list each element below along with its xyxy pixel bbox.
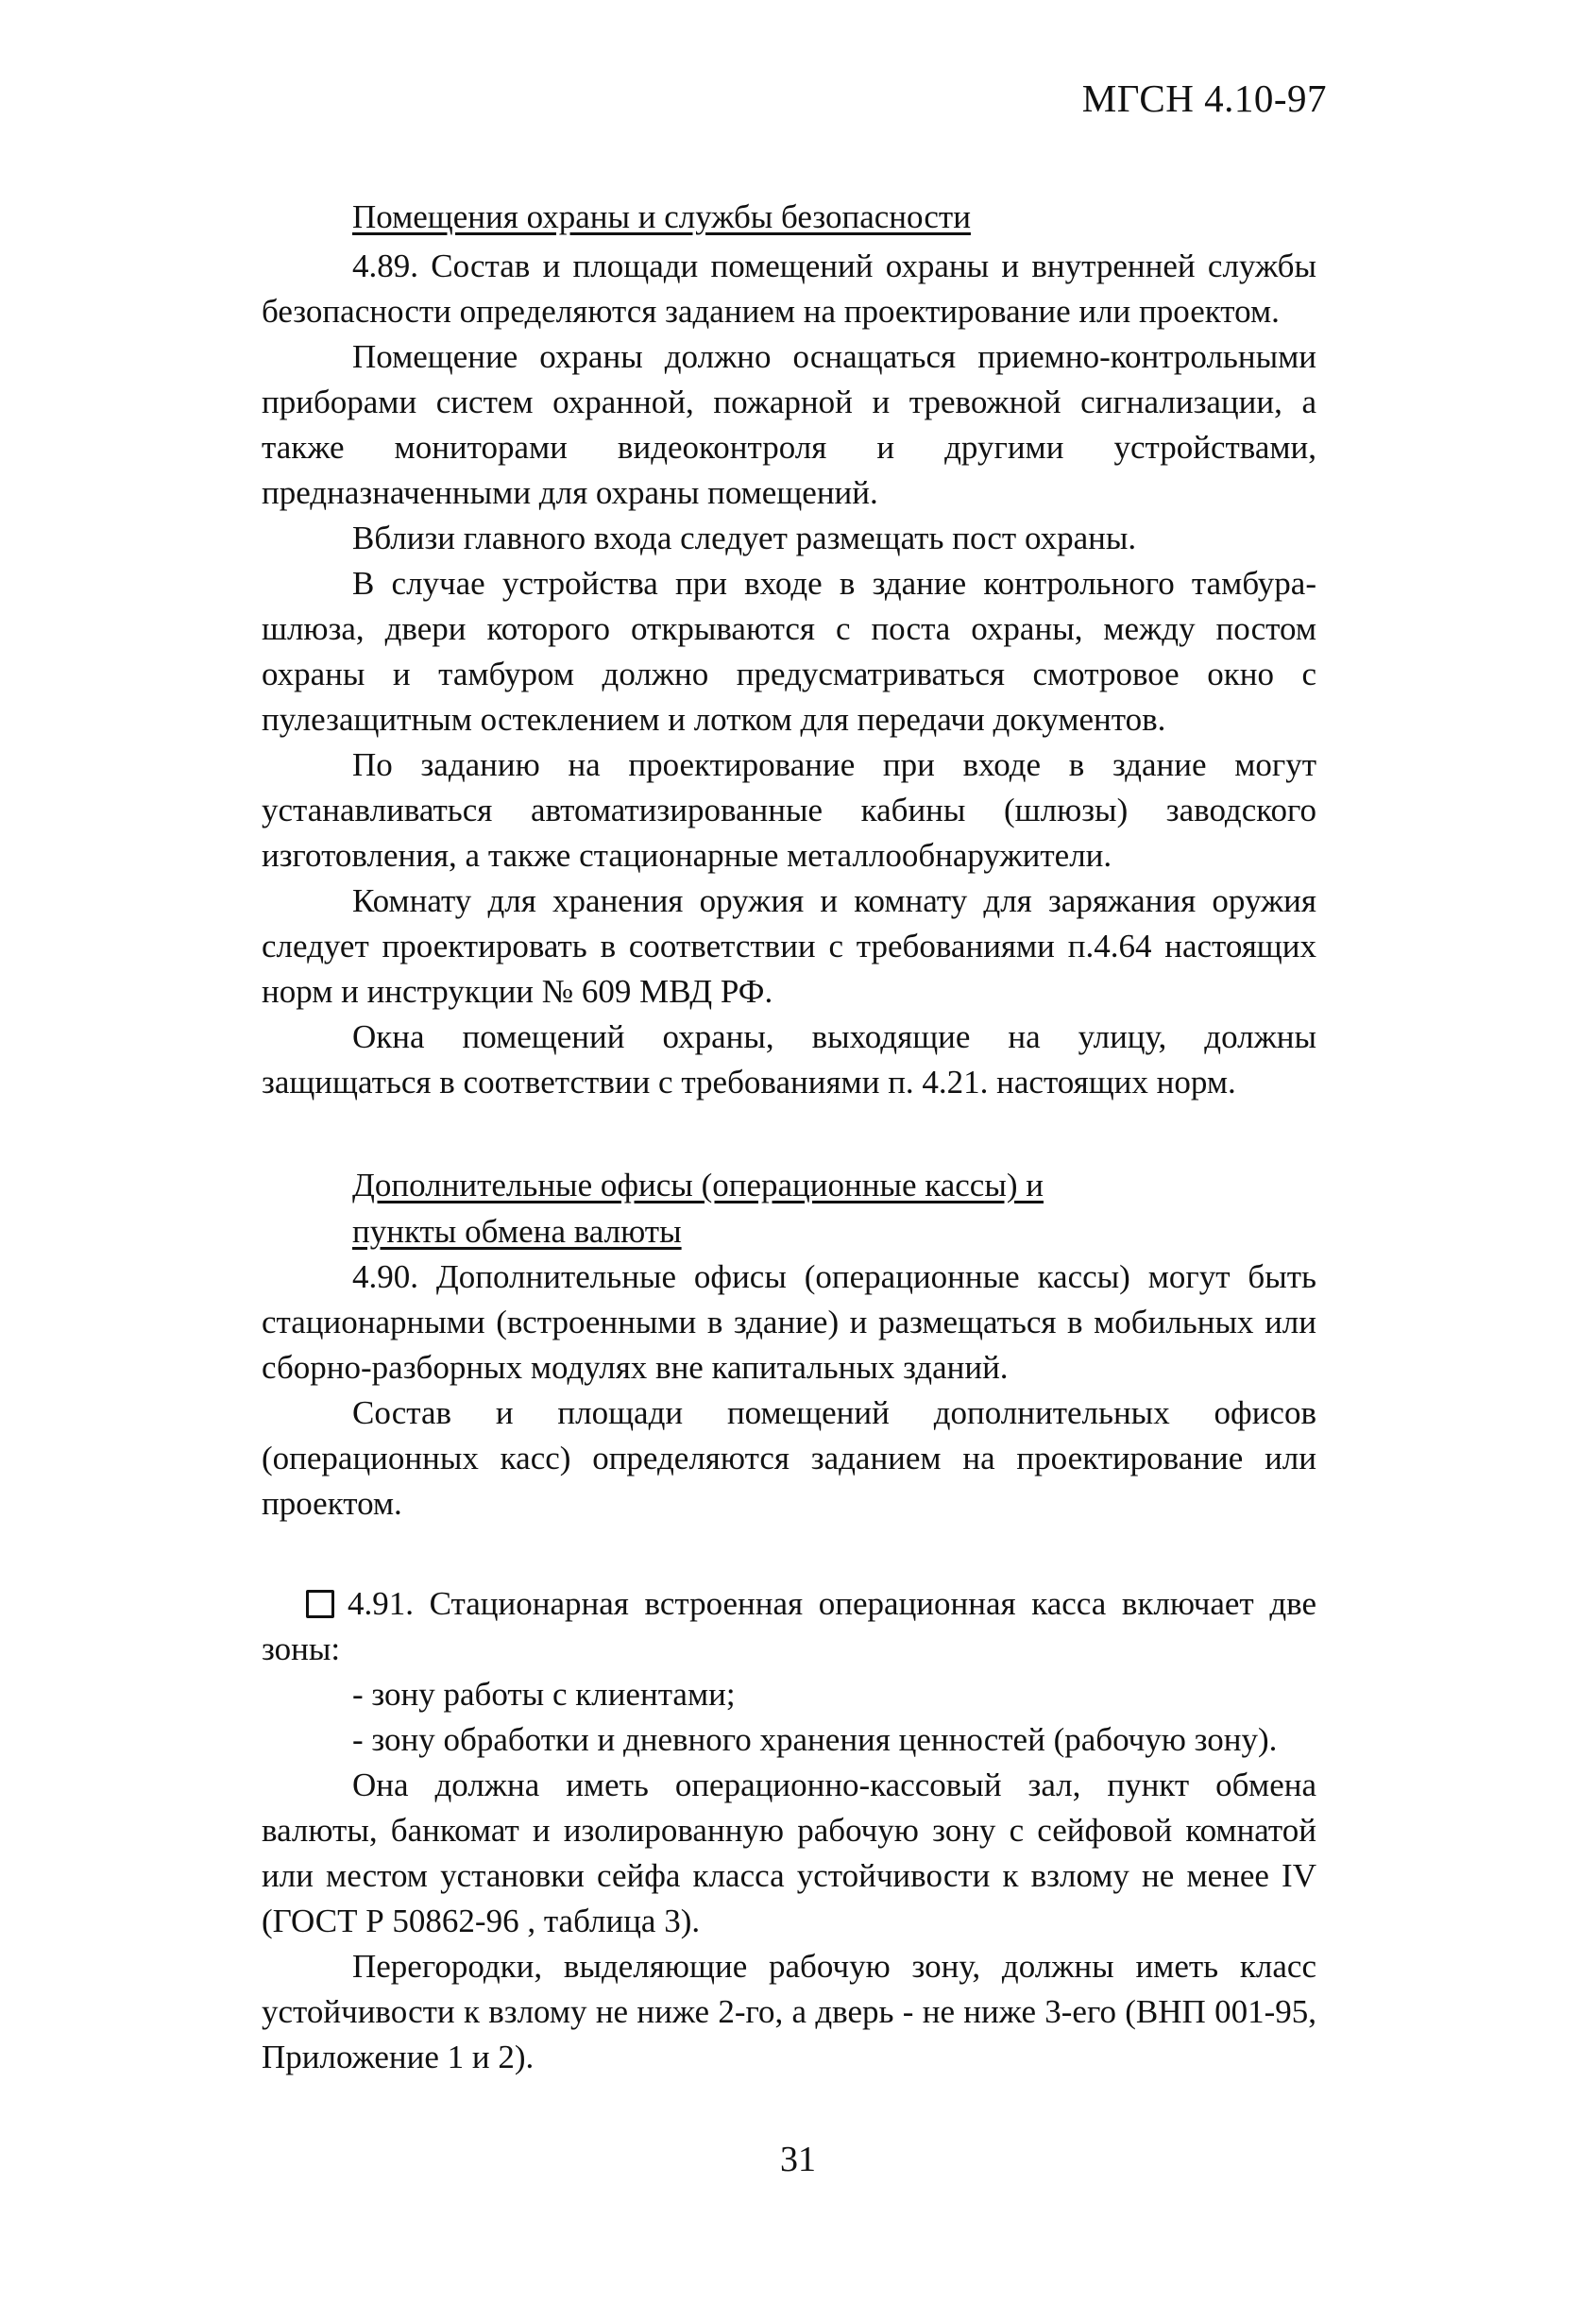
page-number: 31 — [780, 2140, 816, 2179]
paragraph: Окна помещений охраны, выходящие на улицу, должны защищаться в соответствии с требованиями п. 4.21. настоящих норм. — [262, 1018, 1316, 1101]
list-item: - зону обработки и дневного хранения ценностей (рабочую зону). — [352, 1721, 1278, 1758]
paragraph: Состав и площади помещений дополнительных офисов (операционных касс) определяются заданием на проектирование или проектом. — [262, 1394, 1316, 1522]
section-heading-offices-line1: Дополнительные офисы (операционные кассы) и — [352, 1167, 1044, 1203]
paragraph: Комнату для хранения оружия и комнату для заряжания оружия следует проектировать в соответствии с требованиями п.4.64 настоящих норм и инструкции № 609 МВД РФ. — [262, 882, 1316, 1010]
checkbox-paragraph — [262, 1581, 1316, 1672]
paragraph: В случае устройства при входе в здание контрольного тамбура-шлюза, двери которого открываются с поста охраны, между постом охраны и тамбуром должно предусматриваться смотровое окно с пулезащитным остеклением и лотком для передачи документов. — [262, 565, 1316, 738]
paragraph: Она должна иметь операционно-кассовый зал, пункт обмена валюты, банкомат и изолированную рабочую зону с сейфовой комнатой или местом установки сейфа класса устойчивости к взлому не менее IV (ГОСТ Р 50862-96 , таблица 3). — [262, 1766, 1316, 1939]
paragraph: 4.89. Состав и площади помещений охраны и внутренней службы безопасности определяются заданием на проектирование или проектом. — [262, 247, 1316, 330]
checkbox-icon — [306, 1590, 334, 1618]
document-code: МГСН 4.10-97 — [1081, 77, 1327, 120]
list-item: - зону работы с клиентами; — [352, 1676, 736, 1713]
section-heading-offices-line2: пункты обмена валюты — [352, 1213, 682, 1250]
section-heading-security: Помещения охраны и службы безопасности — [352, 198, 971, 235]
paragraph: По заданию на проектирование при входе в здание могут устанавливаться автоматизированные кабины (шлюзы) заводского изготовления, а также стационарные металлообнаружители. — [262, 746, 1316, 874]
paragraph: Помещение охраны должно оснащаться приемно-контрольными приборами систем охранной, пожарной и тревожной сигнализации, а также мониторами видеоконтроля и другими устройствами, предназначенными для охраны помещений. — [262, 338, 1316, 511]
page-content — [262, 194, 1316, 2080]
paragraph: Вблизи главного входа следует размещать пост охраны. — [352, 520, 1137, 556]
paragraph: 4.90. Дополнительные офисы (операционные кассы) могут быть стационарными (встроенными в здание) и размещаться в мобильных или сборно-разборных модулях вне капитальных зданий. — [262, 1258, 1316, 1386]
paragraph-text: 4.91. Стационарная встроенная операционная касса включает две зоны: — [262, 1585, 1316, 1667]
paragraph: Перегородки, выделяющие рабочую зону, должны иметь класс устойчивости к взлому не ниже 2-го, а дверь - не ниже 3-его (ВНП 001-95, Приложение 1 и 2). — [262, 1948, 1316, 2075]
